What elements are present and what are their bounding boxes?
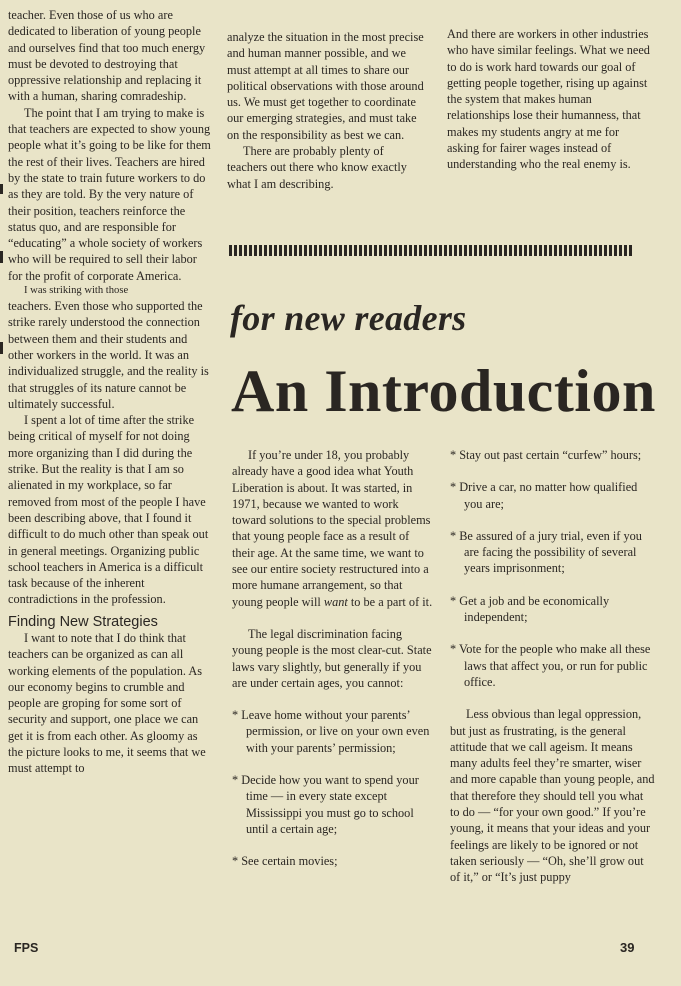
print-mark: [0, 184, 3, 194]
article-column-2: [227, 29, 427, 192]
spacer: [232, 691, 433, 707]
spacer: [232, 756, 433, 772]
footer-publication: FPS: [14, 941, 39, 955]
section-subhead: Finding New Strategies: [8, 613, 158, 630]
paragraph-text: to be a part of it.: [347, 594, 433, 609]
list-item: * Decide how you want to spend your time — in every state except Mississippi you must go to school until a certain age;: [232, 773, 419, 836]
spacer: [450, 463, 655, 479]
paragraph-text: If you’re under 18, you probably already have a good idea what Youth Liberation is about. It was started, in 1971, because we wanted to work toward solutions to the special problems that young people face as a result of their age. At the same time, we want to see our entire society restructured into a more humane arrangement, so that young people will: [232, 448, 431, 609]
paragraph: The legal discrimination facing young people is the most clear-cut. State laws vary slightly, but generally if you are under certain ages, you cannot:: [232, 626, 432, 690]
paragraph: analyze the situation in the most precise and human manner possible, and we must attempt at all times to share our political observations with those around us. We must get together to coordinate our emerging strategies, and must take on the responsibility as best we can.: [227, 30, 424, 142]
list-item: * Be assured of a jury trial, even if you are facing the possibility of several years imprisonment;: [450, 528, 642, 576]
list-item: * Leave home without your parents’ permission, or live on your own even with your parents’ permission;: [232, 708, 430, 755]
spacer: [450, 625, 655, 641]
paragraph: And there are workers in other industries who have similar feelings. What we need to do is work hard towards our goal of getting people together, rising up against the system that makes human relationships lose their humanness, that makes my students angry at me for asking for fairer wages instead of understanding who the real enemy is.: [447, 27, 650, 172]
paragraph: There are probably plenty of teachers out there who know exactly what I am describing.: [227, 144, 407, 191]
spacer: [450, 577, 655, 593]
kicker-title: for new readers: [230, 298, 467, 338]
intro-column-2: [450, 447, 655, 886]
list-item: * Stay out past certain “curfew” hours;: [450, 448, 642, 462]
paragraph: [232, 447, 433, 610]
paragraph: I want to note that I do think that teachers can be organized as can all working elements of the population. As our economy begins to crumble and people are groping for some sort of security and support, one place we can get it is from each other. As gloomy as the picture looks to me, it seems that we must attempt to: [8, 630, 206, 776]
spacer: [450, 512, 655, 528]
article-column-3: [447, 26, 652, 173]
paragraph: Less obvious than legal oppression, but just as frustrating, is the general attitude that we call ageism. It means many adults feel they’re smarter, wiser and more capable than young people, and that therefore they should tell you what to do — “for your own good.” If you’re young, it means that your ideas and your feelings are likely to be ignored or not taken seriously — “Oh, she’ll grow out of it,” or “It’s just puppy: [450, 707, 655, 885]
intro-column-1: [232, 447, 433, 870]
headline-title: An Introduction: [231, 358, 656, 424]
list-item: * See certain movies;: [232, 854, 338, 869]
list-item: * Get a job and be economically independent;: [450, 593, 610, 625]
page-number: 39: [620, 940, 635, 955]
paragraph-lead: I was striking with those: [24, 285, 129, 297]
list-item: * Vote for the people who make all these laws that affect you, or run for public office.: [450, 642, 651, 689]
paragraph: The point that I am trying to make is that teachers are expected to show young people what it’s going to be like for them the rest of their lives. Teachers are hired by the state to train future workers to do as they are told. By the very nature of their position, teachers reinforce the status quo, and are responsible for “educating” a whole society of workers who will be required to sell their labor for the profit of corporate America.: [8, 105, 211, 283]
emphasis-text: want: [323, 594, 348, 609]
spacer: [450, 690, 655, 706]
spacer: [232, 837, 433, 853]
paragraph: teachers. Even those who supported the strike rarely understood the connection between them and their students and other workers in the world. It was an individualized struggle, and the reality is that struggles of its nature cannot be ultimately successful.: [8, 299, 209, 411]
print-mark: [0, 251, 3, 263]
article-column-1: [8, 7, 213, 777]
list-item: * Drive a car, no matter how qualified you are;: [450, 480, 638, 511]
section-divider: [229, 245, 633, 256]
spacer: [232, 610, 433, 626]
print-mark: [0, 342, 3, 354]
paragraph: I spent a lot of time after the strike being critical of myself for not doing more organizing than I did during the strike. But the reality is that I am so alienated in my workplace, so far removed from most of the people I have been describing above, that I found it difficult to do much other than speak out in general meetings. Organizing public school teachers in America is a difficult task because of the inherent contradictions in the profession.: [8, 413, 209, 607]
paragraph: teacher. Even those of us who are dedicated to liberation of young people and ourselves find that too much energy must be devoted to destroying that oppressive relationship and replacing it with a human, sharing comradeship.: [8, 8, 206, 104]
